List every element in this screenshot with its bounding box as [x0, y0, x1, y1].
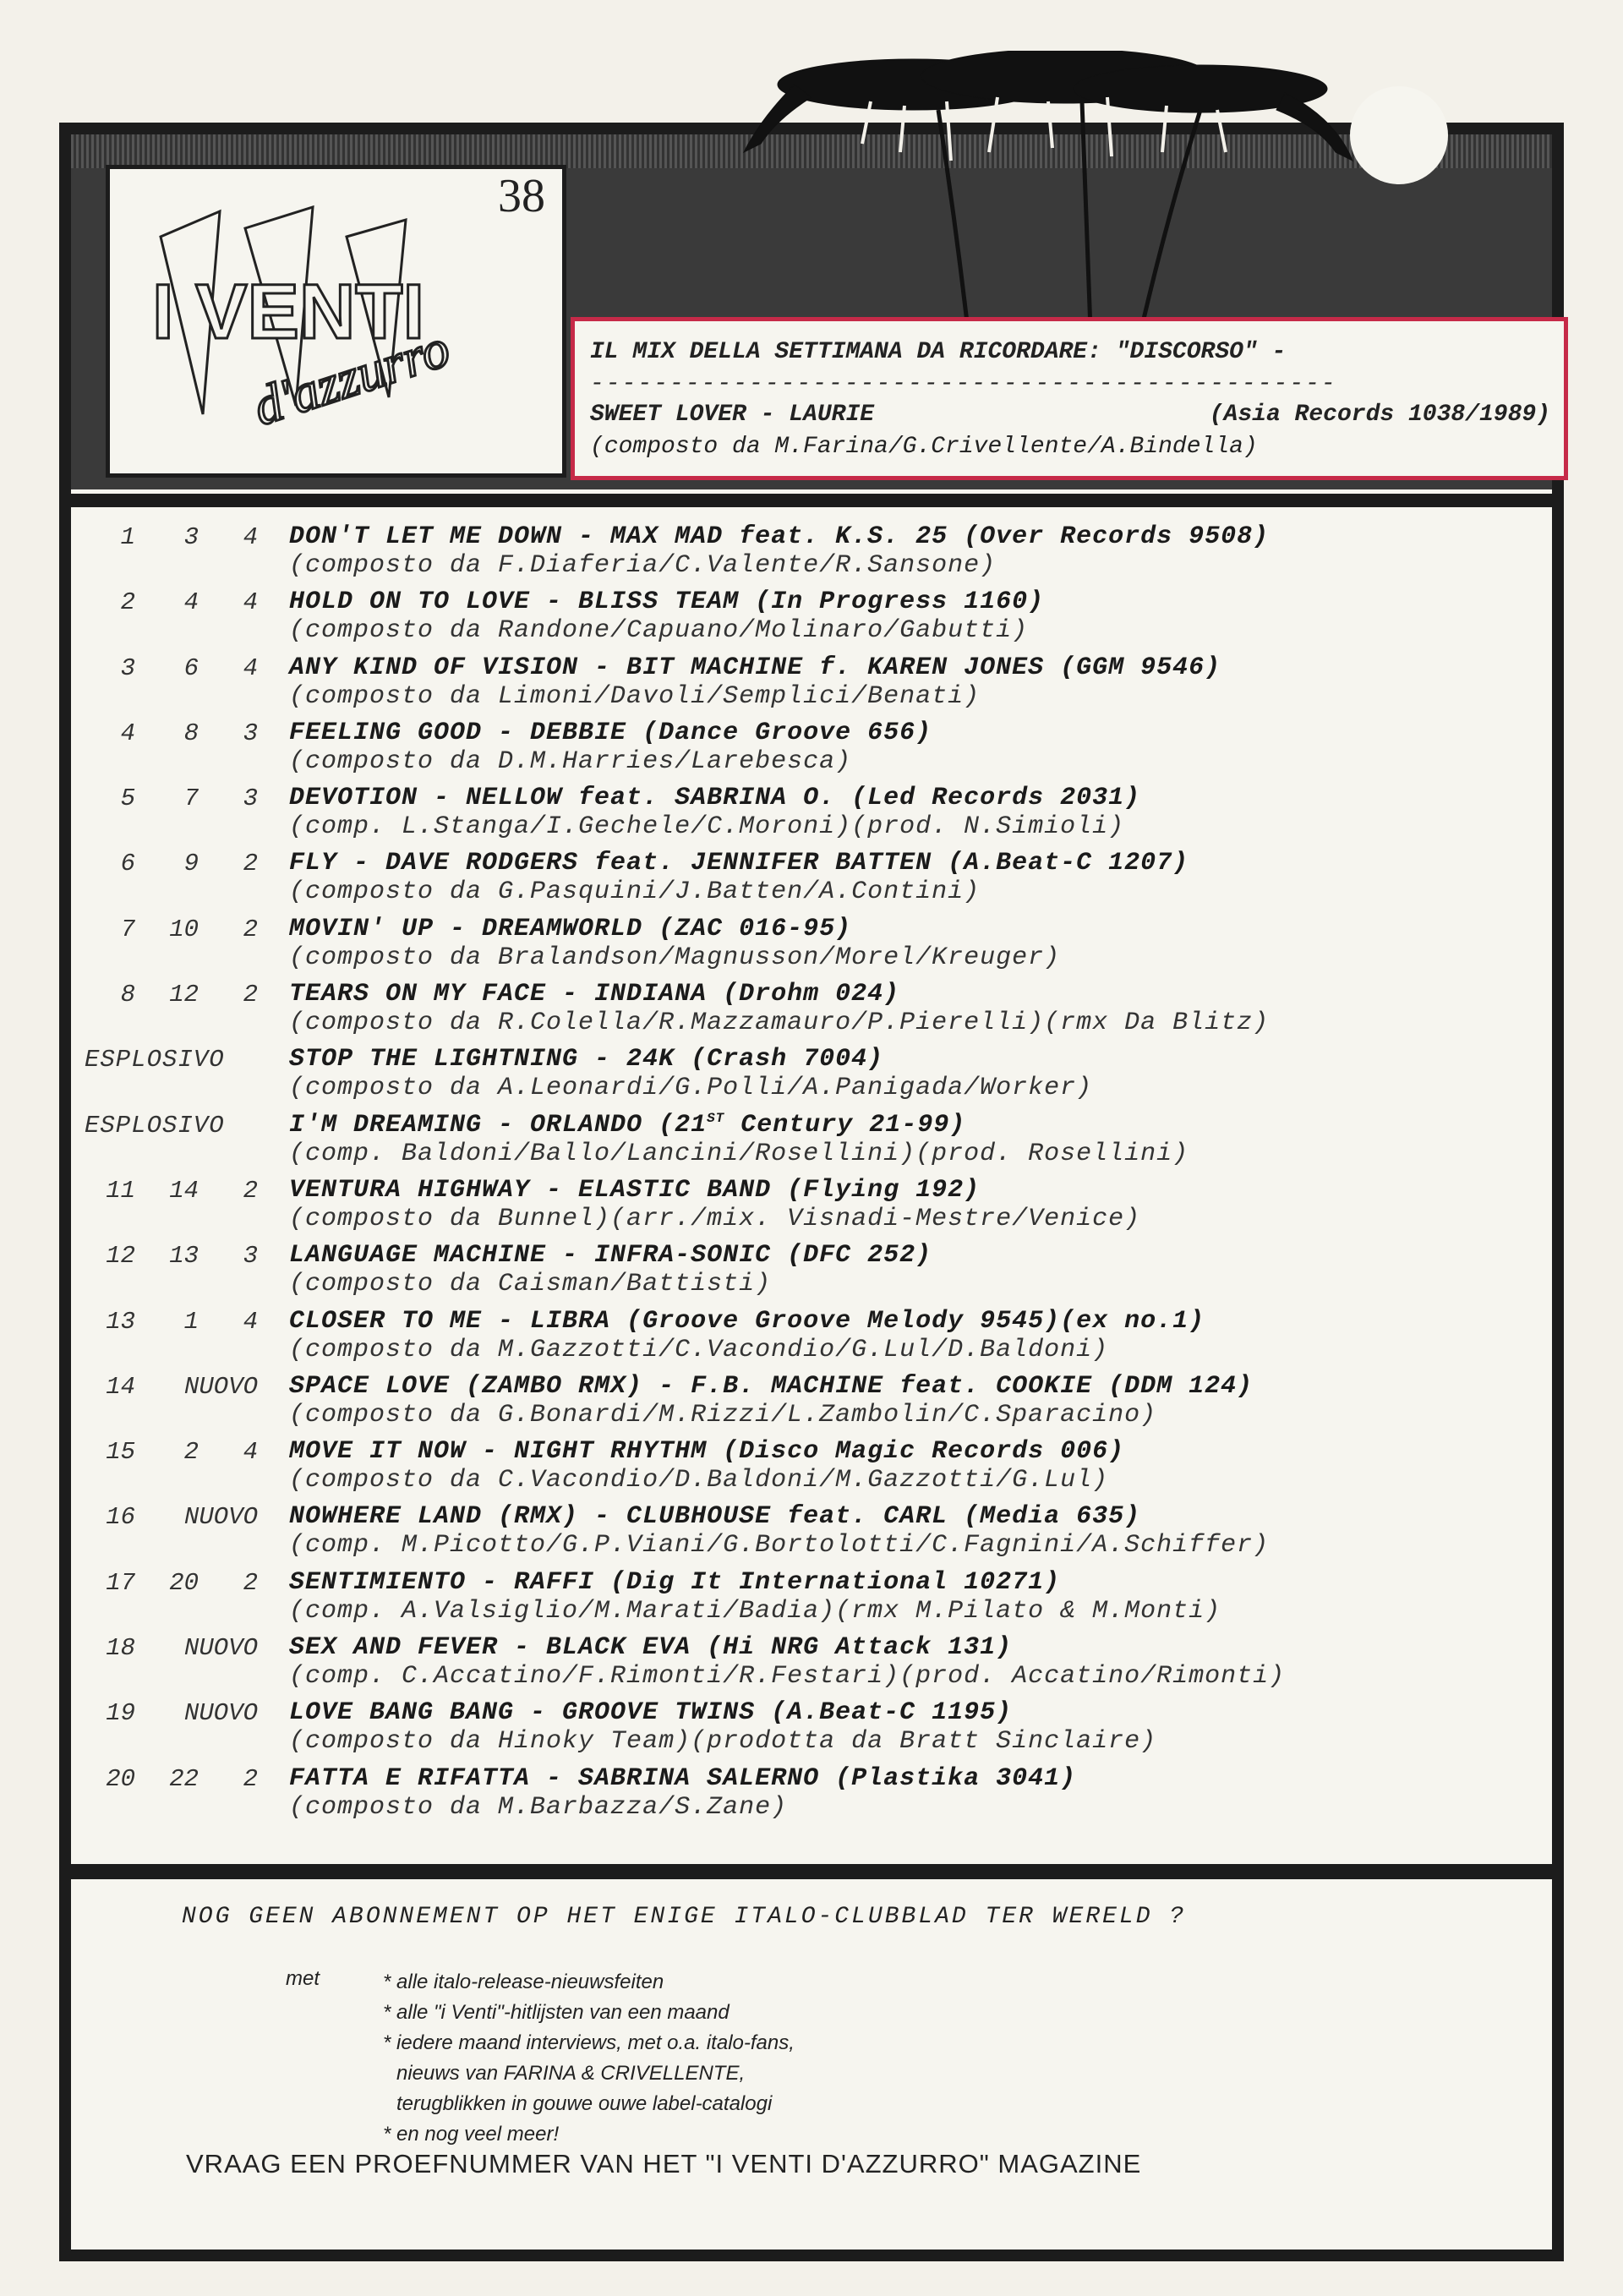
track-credit: (composto da A.Leonardi/G.Polli/A.Panigada/Worker): [289, 1074, 1093, 1103]
position-this-week: 2: [120, 588, 135, 617]
position-last-week: 22: [169, 1764, 199, 1793]
position-last-week: 12: [169, 981, 199, 1009]
footer-divider: [71, 1864, 1552, 1879]
weeks-in-chart: 2: [243, 1176, 258, 1205]
position-this-week: 16: [106, 1503, 135, 1532]
track-title: SENTIMIENTO - RAFFI (Dig It International 10271): [289, 1567, 1061, 1597]
promo-bullet: * iedere maand interviews, met o.a. italo-fans,: [383, 2031, 795, 2054]
track-title: LANGUAGE MACHINE - INFRA-SONIC (DFC 252): [289, 1241, 932, 1271]
position-this-week: 4: [120, 719, 135, 747]
chart-entry: [85, 1432, 1547, 1497]
promo-met-label: met: [286, 1967, 320, 1990]
chart-entry: [85, 779, 1547, 844]
track-credit: (comp. Baldoni/Ballo/Lancini/Rosellini)(prod. Rosellini): [289, 1139, 1189, 1168]
track-title: MOVIN' UP - DREAMWORLD (ZAC 016-95): [289, 914, 852, 943]
weeks-in-chart: 3: [243, 784, 258, 813]
track-credit: (composto da Hinoky Team)(prodotta da Bratt Sinclaire): [289, 1727, 1157, 1757]
position-this-week: 11: [106, 1176, 135, 1205]
promo-bullet-continuation: terugblikken in gouwe ouwe label-catalogi: [396, 2092, 773, 2115]
weeks-in-chart: 2: [243, 850, 258, 878]
weeks-in-chart: 4: [243, 588, 258, 617]
logo-subtitle: d'azzurro: [245, 317, 457, 437]
status-esplosivo: ESPLOSIVO: [85, 1046, 225, 1074]
track-title: DON'T LET ME DOWN - MAX MAD feat. K.S. 25 (Over Records 9508): [289, 522, 1270, 551]
track-title: STOP THE LIGHTNING - 24K (Crash 7004): [289, 1045, 884, 1074]
position-last-week: 2: [183, 1438, 199, 1467]
position-this-week: 3: [120, 653, 135, 682]
new-entry-badge: NUOVO: [183, 1372, 258, 1401]
track-title: ANY KIND OF VISION - BIT MACHINE f. KAREN JONES (GGM 9546): [289, 653, 1221, 682]
position-this-week: 13: [106, 1307, 135, 1336]
track-credit: (composto da M.Barbazza/S.Zane): [289, 1792, 788, 1822]
track-title: CLOSER TO ME - LIBRA (Groove Groove Melody 9545)(ex no.1): [289, 1306, 1205, 1336]
promo-bullet-continuation: nieuws van FARINA & CRIVELLENTE,: [396, 2062, 746, 2085]
track-credit: (composto da Randone/Capuano/Molinaro/Gabutti): [289, 616, 1029, 646]
chart-entry: [85, 1040, 1547, 1105]
promo-headline: NOG GEEN ABONNEMENT OP HET ENIGE ITALO-CLUBBLAD TER WERELD ?: [182, 1904, 1187, 1930]
position-this-week: 14: [106, 1372, 135, 1401]
position-last-week: 4: [183, 588, 199, 617]
position-this-week: 1: [120, 523, 135, 551]
chart-entry: [85, 1759, 1547, 1824]
palm-trees-illustration: [727, 51, 1488, 338]
track-title: I'M DREAMING - ORLANDO (21ST Century 21-99): [289, 1110, 966, 1140]
track-credit: (composto da Bralandson/Magnusson/Morel/Kreuger): [289, 943, 1061, 972]
chart-entry: [85, 648, 1547, 713]
position-last-week: 3: [183, 523, 199, 551]
track-title: SEX AND FEVER - BLACK EVA (Hi NRG Attack 131): [289, 1633, 1013, 1663]
promo-bullet-list: [383, 1967, 795, 2150]
chart-list: [85, 517, 1547, 1824]
weeks-in-chart: 2: [243, 1568, 258, 1597]
promo-bullet: * alle italo-release-nieuwsfeiten: [383, 1971, 664, 1993]
weeks-in-chart: 2: [243, 915, 258, 943]
position-this-week: 19: [106, 1699, 135, 1728]
track-title: MOVE IT NOW - NIGHT RHYTHM (Disco Magic Records 006): [289, 1437, 1125, 1467]
track-credit: (composto da C.Vacondio/D.Baldoni/M.Gazzotti/G.Lul): [289, 1466, 1109, 1495]
mix-dashes: -----------------------------------------------: [590, 371, 1337, 397]
mix-label: (Asia Records 1038/1989): [1209, 402, 1550, 428]
position-last-week: 8: [183, 719, 199, 747]
track-credit: (composto da F.Diaferia/C.Valente/R.Sansone): [289, 551, 997, 580]
chart-entry: [85, 975, 1547, 1040]
position-this-week: 20: [106, 1764, 135, 1793]
track-credit: (composto da G.Pasquini/J.Batten/A.Contini): [289, 877, 981, 907]
new-entry-badge: NUOVO: [183, 1699, 258, 1728]
track-title: FATTA E RIFATTA - SABRINA SALERNO (Plastika 3041): [289, 1763, 1077, 1793]
new-entry-badge: NUOVO: [183, 1503, 258, 1532]
position-this-week: 8: [120, 981, 135, 1009]
track-title: FLY - DAVE RODGERS feat. JENNIFER BATTEN (A.Beat-C 1207): [289, 849, 1189, 878]
position-last-week: 7: [183, 784, 199, 813]
chart-entry: [85, 1302, 1547, 1367]
chart-entry: [85, 1693, 1547, 1758]
track-title: TEARS ON MY FACE - INDIANA (Drohm 024): [289, 980, 900, 1009]
new-entry-badge: NUOVO: [183, 1634, 258, 1663]
position-last-week: 9: [183, 850, 199, 878]
chart-entry: [85, 582, 1547, 648]
logo-box: [106, 165, 566, 478]
position-last-week: 6: [183, 653, 199, 682]
logo-title: I VENTI: [152, 269, 425, 355]
position-this-week: 18: [106, 1634, 135, 1663]
weeks-in-chart: 4: [243, 1307, 258, 1336]
track-credit: (composto da G.Bonardi/M.Rizzi/L.Zambolin/C.Sparacino): [289, 1400, 1157, 1430]
issue-number: 38: [498, 170, 545, 222]
track-credit: (composto da M.Gazzotti/C.Vacondio/G.Lul/D.Baldoni): [289, 1335, 1109, 1364]
chart-entry: [85, 910, 1547, 975]
chart-entry: [85, 1628, 1547, 1693]
track-title: NOWHERE LAND (RMX) - CLUBHOUSE feat. CARL (Media 635): [289, 1502, 1141, 1532]
track-credit: (comp. C.Accatino/F.Rimonti/R.Festari)(prod. Accatino/Rimonti): [289, 1662, 1286, 1692]
mix-title: SWEET LOVER - LAURIE: [590, 402, 875, 428]
track-credit: (composto da Caisman/Battisti): [289, 1270, 772, 1299]
track-title: FEELING GOOD - DEBBIE (Dance Groove 656): [289, 718, 932, 747]
track-title: HOLD ON TO LOVE - BLISS TEAM (In Progress 1160): [289, 588, 1045, 617]
mix-of-the-week-box: [571, 317, 1568, 480]
position-last-week: 1: [183, 1307, 199, 1336]
chart-entry: [85, 1171, 1547, 1236]
track-title: LOVE BANG BANG - GROOVE TWINS (A.Beat-C 1195): [289, 1698, 1013, 1728]
position-last-week: 13: [169, 1242, 199, 1271]
track-credit: (comp. M.Picotto/G.P.Viani/G.Bortolotti/C.Fagnini/A.Schiffer): [289, 1531, 1270, 1561]
weeks-in-chart: 4: [243, 1438, 258, 1467]
chart-entry: [85, 1563, 1547, 1628]
track-credit: (composto da Limoni/Davoli/Semplici/Benati): [289, 681, 981, 711]
chart-entry: [85, 1367, 1547, 1432]
track-credit: (composto da D.M.Harries/Larebesca): [289, 746, 852, 776]
track-credit: (comp. A.Valsiglio/M.Marati/Badia)(rmx M.Pilato & M.Monti): [289, 1596, 1221, 1626]
position-last-week: 10: [169, 915, 199, 943]
i-venti-dazzurro-logo: [127, 203, 558, 465]
weeks-in-chart: 4: [243, 653, 258, 682]
weeks-in-chart: 4: [243, 523, 258, 551]
track-credit: (composto da R.Colella/R.Mazzamauro/P.Pierelli)(rmx Da Blitz): [289, 1009, 1270, 1038]
mix-heading: IL MIX DELLA SETTIMANA DA RICORDARE: "DISCORSO" -: [590, 339, 1287, 365]
chart-entry: [85, 517, 1547, 582]
track-title: DEVOTION - NELLOW feat. SABRINA O. (Led Records 2031): [289, 784, 1141, 813]
track-title: SPACE LOVE (ZAMBO RMX) - F.B. MACHINE feat. COOKIE (DDM 124): [289, 1371, 1254, 1401]
chart-entry: [85, 844, 1547, 909]
chart-entry: [85, 1106, 1547, 1171]
position-this-week: 17: [106, 1568, 135, 1597]
weeks-in-chart: 2: [243, 981, 258, 1009]
track-credit: (comp. L.Stanga/I.Gechele/C.Moroni)(prod. N.Simioli): [289, 812, 1125, 842]
weeks-in-chart: 3: [243, 1242, 258, 1271]
chart-entry: [85, 1497, 1547, 1562]
mix-credit: (composto da M.Farina/G.Crivellente/A.Bindella): [590, 434, 1258, 460]
position-this-week: 7: [120, 915, 135, 943]
chart-entry: [85, 1236, 1547, 1301]
position-last-week: 20: [169, 1568, 199, 1597]
position-last-week: 14: [169, 1176, 199, 1205]
position-this-week: 15: [106, 1438, 135, 1467]
track-credit: (composto da Bunnel)(arr./mix. Visnadi-Mestre/Venice): [289, 1204, 1141, 1233]
position-this-week: 5: [120, 784, 135, 813]
header-divider: [71, 494, 1552, 507]
moon-icon: [1350, 86, 1448, 184]
position-this-week: 6: [120, 850, 135, 878]
track-title: VENTURA HIGHWAY - ELASTIC BAND (Flying 192): [289, 1175, 981, 1205]
promo-bullet: * en nog veel meer!: [383, 2123, 560, 2146]
weeks-in-chart: 2: [243, 1764, 258, 1793]
promo-call-to-action: VRAAG EEN PROEFNUMMER VAN HET "I VENTI D'AZZURRO" MAGAZINE: [186, 2149, 1142, 2178]
position-this-week: 12: [106, 1242, 135, 1271]
chart-entry: [85, 713, 1547, 779]
promo-bullet: * alle "i Venti"-hitlijsten van een maand: [383, 2001, 730, 2024]
status-esplosivo: ESPLOSIVO: [85, 1111, 225, 1140]
weeks-in-chart: 3: [243, 719, 258, 747]
